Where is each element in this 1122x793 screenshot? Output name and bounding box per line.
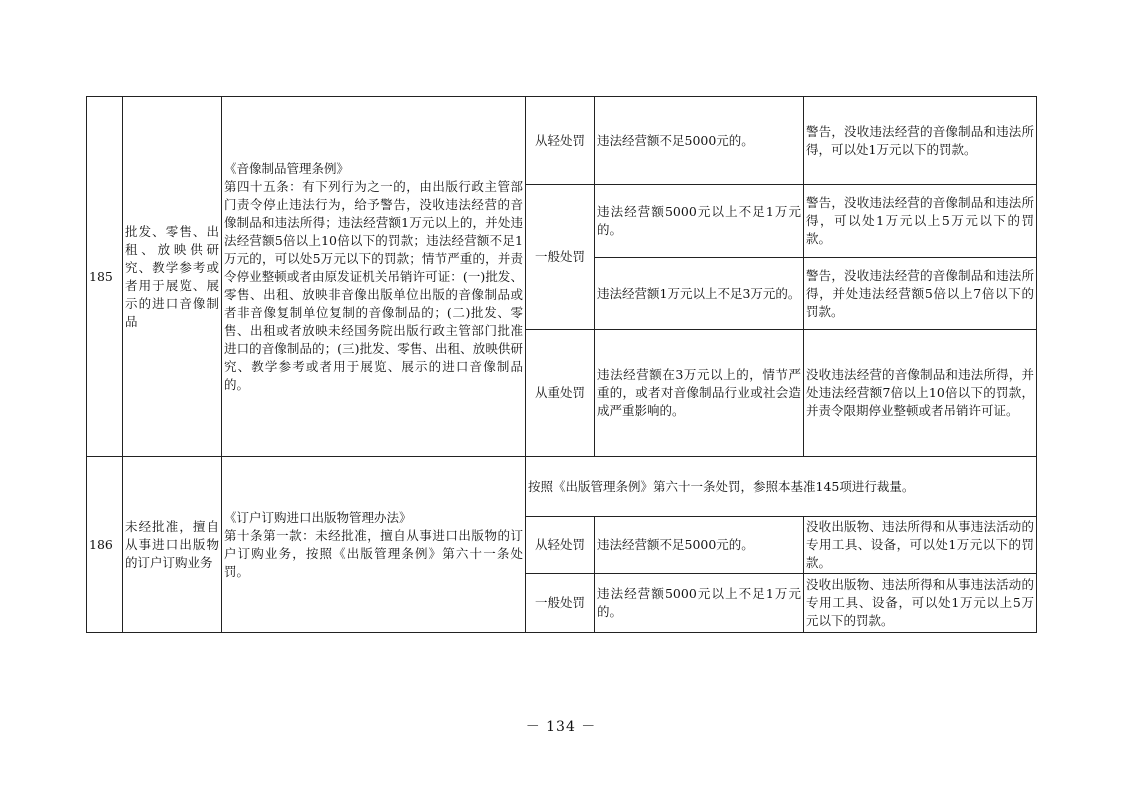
- penalty-category: 从重处罚: [526, 330, 595, 457]
- penalty-standard: 没收违法经营的音像制品和违法所得，并处违法经营额7倍以上10倍以下的罚款，并责令限期停业整顿或者吊销许可证。: [804, 330, 1037, 457]
- penalty-category: 从轻处罚: [526, 517, 595, 574]
- penalty-category: 一般处罚: [526, 185, 595, 330]
- legal-basis: 《音像制品管理条例》 第四十五条：有下列行为之一的，由出版行政主管部门责令停止违法行为，给予警告，没收违法经营的音像制品和违法所得；违法经营额1万元以上的，并处违法经营额5倍以上10倍以下的罚款；违法经营额不足1万元的，可以处5万元以下的罚款；情节严重的，并责令停业整顿或者由原发证机关吊销许可证：(一)批发、零售、出租、放映非音像出版单位出版的音像制品或者非音像复制单位复制的音像制品的；(二)批发、零售、出租或者放映未经国务院出版行政主管部门批准进口的音像制品的；(三)批发、零售、出租、放映供研究、教学参考或者用于展览、展示的进口音像制品的。: [222, 97, 526, 457]
- penalty-standard: 警告，没收违法经营的音像制品和违法所得，可以处1万元以上5万元以下的罚款。: [804, 185, 1037, 258]
- violation-item: 批发、零售、出租、放映供研究、教学参考或者用于展览、展示的进口音像制品: [123, 97, 222, 457]
- penalty-standard: 警告，没收违法经营的音像制品和违法所得，并处违法经营额5倍以上7倍以下的罚款。: [804, 258, 1037, 330]
- table-row: [87, 97, 1037, 185]
- discretion-note: 按照《出版管理条例》第六十一条处罚，参照本基准145项进行裁量。: [526, 457, 1037, 517]
- violation-condition: 违法经营额在3万元以上的，情节严重的，或者对音像制品行业或社会造成严重影响的。: [595, 330, 804, 457]
- penalty-category: 从轻处罚: [526, 97, 595, 185]
- violation-item: 未经批准，擅自从事进口出版物的订户订购业务: [123, 457, 222, 633]
- violation-condition: 违法经营额不足5000元的。: [595, 517, 804, 574]
- violation-condition: 违法经营额1万元以上不足3万元的。: [595, 258, 804, 330]
- item-number: 185: [87, 97, 123, 457]
- penalty-standard: 没收出版物、违法所得和从事违法活动的专用工具、设备，可以处1万元以下的罚款。: [804, 517, 1037, 574]
- violation-condition: 违法经营额5000元以上不足1万元的。: [595, 185, 804, 258]
- item-number: 186: [87, 457, 123, 633]
- violation-condition: 违法经营额不足5000元的。: [595, 97, 804, 185]
- legal-basis: 《订户订购进口出版物管理办法》 第十条第一款：未经批准，擅自从事进口出版物的订户订购业务，按照《出版管理条例》第六十一条处罚。: [222, 457, 526, 633]
- violation-condition: 违法经营额5000元以上不足1万元的。: [595, 574, 804, 633]
- page-number: － 134 －: [525, 719, 597, 735]
- penalty-standard: 没收出版物、违法所得和从事违法活动的专用工具、设备，可以处1万元以上5万元以下的罚款。: [804, 574, 1037, 633]
- table-row: [87, 457, 1037, 517]
- penalty-category: 一般处罚: [526, 574, 595, 633]
- penalty-standard-table: [86, 96, 1037, 633]
- penalty-standard: 警告，没收违法经营的音像制品和违法所得，可以处1万元以下的罚款。: [804, 97, 1037, 185]
